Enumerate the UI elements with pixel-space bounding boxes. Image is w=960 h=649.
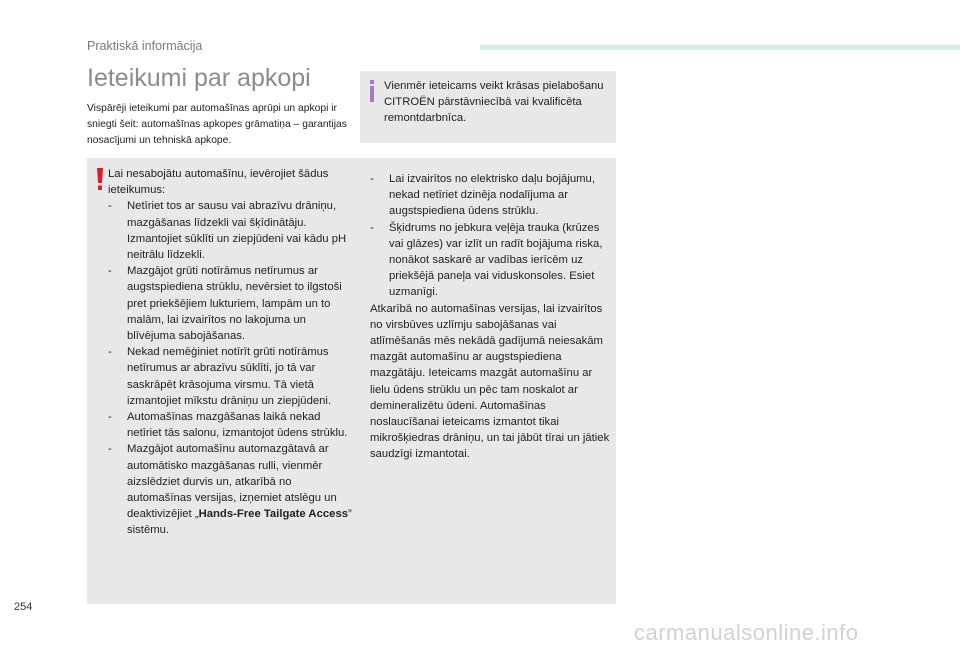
list-dash: -	[370, 221, 374, 234]
list-item	[108, 263, 353, 344]
list-dash: -	[108, 346, 112, 359]
page-title: Ieteikumi par apkopi	[87, 64, 311, 92]
list-dash: -	[370, 173, 374, 185]
list-item	[108, 409, 353, 441]
list-item	[108, 198, 353, 263]
list-item-text: Mazgājot automašīnu automazgātavā ar automātisko mazgāšanas rulli, vienmēr aizslēdziet durvis un, atkarībā no automašīnas versijas, izņemiet atslēgu un deaktivizējiet „	[127, 443, 337, 521]
section-header: Praktiskā informācija	[87, 39, 203, 53]
warning-icon	[96, 168, 104, 190]
list-item	[370, 220, 610, 301]
warning-left-column	[108, 166, 353, 539]
warning-intro: Lai nesabojātu automašīnu, ievērojiet šādus ieteikumus:	[108, 168, 329, 197]
intro-text: Vispārēji ieteikumi par automašīnas aprūpi un apkopi ir sniegti šeit: automašīnas apkopes grāmatiņa – garantijas nosacījumi un tehniskā apkope.	[87, 103, 347, 146]
list-dash: -	[108, 200, 112, 213]
system-name: Hands-Free Tailgate Access	[198, 508, 349, 521]
list-item-text: Nekad nemēģiniet notīrīt grūti notīrāmus netīrumus ar abrazīvu sūklīti, jo tā var saskrāpēt krāsojuma virsmu. Tā vietā izmantojiet mīkstu drāniņu un ziepjūdeni.	[127, 346, 332, 407]
header-accent-bar	[480, 45, 960, 50]
list-dash: -	[108, 411, 112, 424]
list-dash: -	[108, 265, 112, 278]
warning-right-column	[370, 171, 610, 463]
list-item	[108, 441, 353, 538]
list-item	[108, 344, 353, 409]
list-item-text: Šķidrums no jebkura veļēja trauka (krūzes vai glāzes) var izlīt un radīt bojājuma riska, nonākot saskarē ar vadības ierīcēm uz priekšējā paneļa vai viduskonsoles. Esiet uzmanīgi.	[389, 221, 603, 299]
list-item	[370, 171, 610, 220]
list-item-text: Netīriet tos ar sausu vai abrazīvu drāniņu, mazgāšanas līdzekli vai šķīdinātāju. Izmantojiet sūklīti un ziepjūdeni vai kādu pH neitrālu līdzekli.	[127, 200, 347, 262]
list-item-text-end: ” sistēmu.	[127, 508, 352, 537]
list-item-text: Mazgājot grūti notīrāmus netīrumus ar augstspiediena strūklu, nevērsiet to ilgstoši pret priekšējiem lukturiem, lampām un to malām, lai izvairītos no lakojuma un blīvējuma sabojāšanas.	[127, 265, 342, 343]
list-dash: -	[108, 443, 112, 456]
page-number: 254	[14, 601, 33, 613]
info-icon	[368, 80, 376, 102]
info-note-box	[360, 71, 616, 143]
warning-paragraph: Atkarībā no automašīnas versijas, lai izvairītos no virsbūves uzlīmju sabojāšanas vai atlīmēšanās mēs nekādā gadījumā neiesakām mazgāt automašīnu ar augstspiediena mazgātāju. Ieteicams mazgāt automašīnu ar lielu ūdens strūklu un pēc tam noskalot ar demineralizētu ūdeni. Automašīnas noslaucīšanai ieteicams izmantot tikai mikrošķiedras drāniņu, un tai jābūt tīrai un jātiek saudzīgi izmantotai.	[370, 302, 610, 461]
watermark: carmanualsonline.info	[634, 620, 859, 645]
info-note-text: Vienmēr ieteicams veikt krāsas pielabošanu CITROËN pārstāvniecībā vai kvalificēta remontdarbnīca.	[384, 80, 604, 124]
list-item-text: Automašīnas mazgāšanas laikā nekad netīriet tās salonu, izmantojot ūdens strūklu.	[127, 411, 348, 440]
list-item-text: Lai izvairītos no elektrisko daļu bojājumu, nekad netīriet dzinēja nodalījuma ar augstspiediena ūdens strūklu.	[389, 173, 595, 218]
warning-box	[87, 158, 616, 604]
